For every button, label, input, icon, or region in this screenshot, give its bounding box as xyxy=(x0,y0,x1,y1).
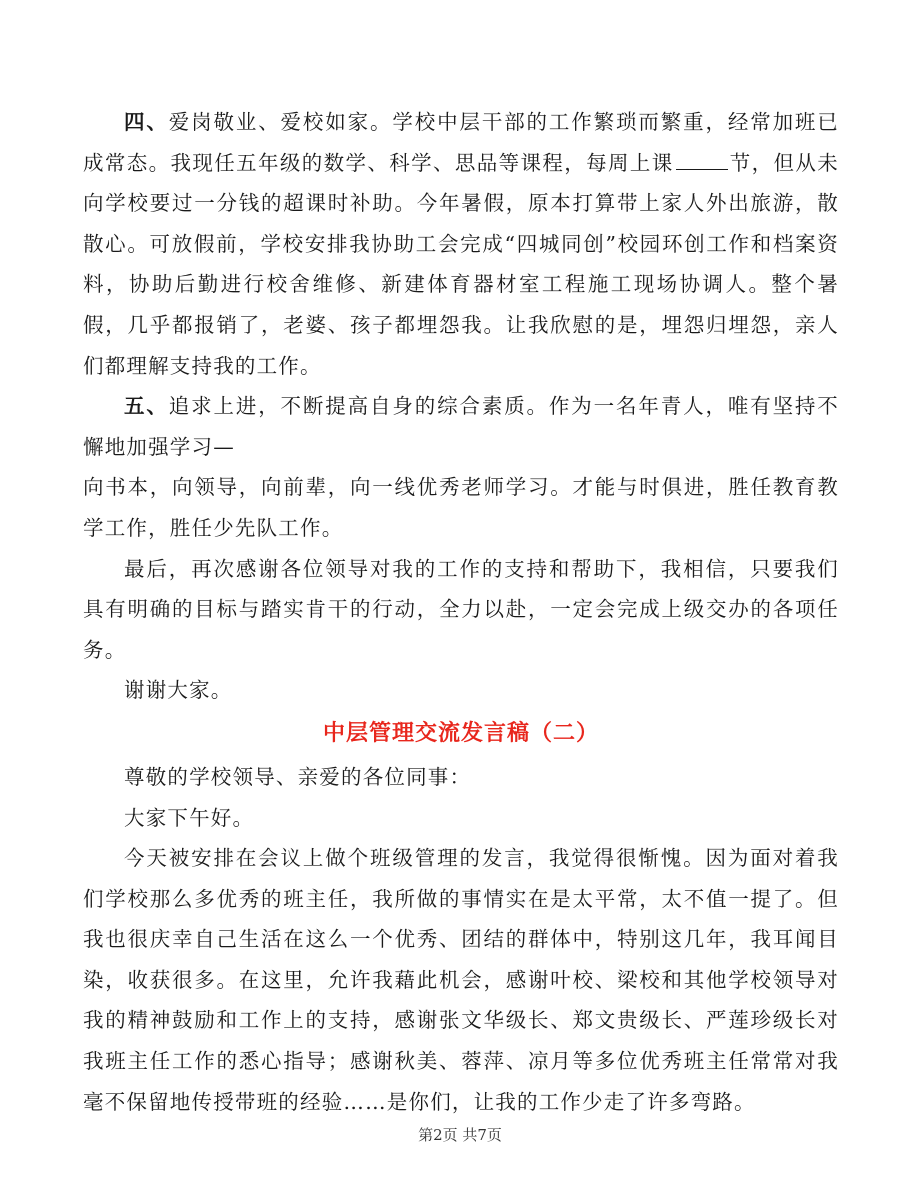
section-four-text: 爱岗敬业、爱校如家。学校中层干部的工作繁琐而繁重，经常加班已成常态。我现任五年级的数学、科学、思品等课程，每周上课 xyxy=(83,110,839,175)
thanks-line: 谢谢大家。 xyxy=(124,678,233,703)
document-body xyxy=(83,102,839,1122)
section-five-continuation: 向书本，向领导，向前辈，向一线优秀老师学习。才能与时俱进，胜任教育教学工作，胜任少先队工作。 xyxy=(83,475,839,540)
greeting-line: 大家下午好。 xyxy=(124,805,255,830)
section-five-paragraph xyxy=(83,386,839,467)
section-five-label: 五、 xyxy=(124,394,169,419)
salutation-line: 尊敬的学校领导、亲爱的各位同事： xyxy=(124,764,472,789)
page-number: 第2页 共7页 xyxy=(418,1126,502,1144)
section-four-paragraph xyxy=(83,102,839,386)
section-four-text-continued: 节，但从未向学校要过一分钱的超课时补助。今年暑假，原本打算带上家人外出旅游，散散心。可放假前，学校安排我协助工会完成“四城同创”校园环创工作和档案资料，协助后勤进行校舍维修、新建体育器材室工程施工现场协调人。整个暑假，几乎都报销了，老婆、孩子都埋怨我。让我欣慰的是，埋怨归埋怨，亲人们都理解支持我的工作。 xyxy=(83,150,839,378)
section-title: 中层管理交流发言稿（二） xyxy=(322,719,599,746)
blank-underline xyxy=(676,149,728,170)
closing-paragraph: 最后，再次感谢各位领导对我的工作的支持和帮助下，我相信，只要我们具有明确的目标与踏实肯干的行动，全力以赴，一定会完成上级交办的各项任务。 xyxy=(83,556,839,662)
section-five-text: 追求上进，不断提高自身的综合素质。作为一名年青人，唯有坚持不懈地加强学习— xyxy=(83,394,839,459)
section-four-label: 四、 xyxy=(124,110,169,134)
body-paragraph: 今天被安排在会议上做个班级管理的发言，我觉得很惭愧。因为面对着我们学校那么多优秀的班主任，我所做的事情实在是太平常，太不值一提了。但我也很庆幸自己生活在这么一个优秀、团结的群体中，特别这几年，我耳闻目染，收获很多。在这里，允许我藉此机会，感谢叶校、梁校和其他学校领导对我的精神鼓励和工作上的支持，感谢张文华级长、郑文贵级长、严莲珍级长对我班主任工作的悉心指导；感谢秋美、蓉萍、凉月等多位优秀班主任常常对我毫不保留地传授带班的经验……是你们，让我的工作少走了许多弯路。 xyxy=(83,846,839,1114)
